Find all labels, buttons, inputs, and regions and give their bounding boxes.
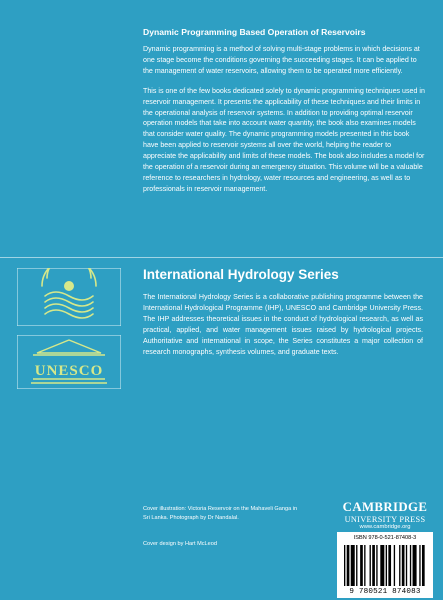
section-divider — [0, 257, 443, 258]
publisher-name-line2: UNIVERSITY PRESS — [344, 515, 426, 524]
unesco-logo — [17, 335, 121, 389]
barcode-bar — [360, 545, 363, 586]
unesco-logo-text: UNESCO — [34, 363, 104, 379]
barcode-bar — [406, 545, 407, 586]
barcode-bar — [376, 545, 377, 586]
barcode-bar — [386, 545, 387, 586]
cover-illustration-credit: Cover illustration: Victoria Reservoir on the Mahaveli Ganga in Sri Lanka. Photograph by Dr Nandalal. — [143, 506, 298, 521]
barcode-bar — [356, 545, 357, 586]
cover-design-credit: Cover design by Hart McLeod — [143, 541, 217, 547]
ihp-logo — [17, 268, 121, 326]
barcode-bar — [410, 545, 411, 586]
barcode-digits: 9 780521 874083 — [349, 588, 421, 596]
barcode-bar — [419, 545, 420, 586]
barcode-bar — [372, 545, 375, 586]
barcode-bar — [399, 545, 400, 586]
book-title: Dynamic Programming Based Operation of Reservoirs — [143, 27, 366, 37]
barcode-bars — [344, 545, 426, 586]
series-title: International Hydrology Series — [143, 267, 339, 282]
barcode-bar — [370, 545, 371, 586]
barcode-bar — [402, 545, 405, 586]
publisher-url: www.cambridge.org — [359, 524, 411, 530]
intro-paragraph: Dynamic programming is a method of solving multi-stage problems in which decisions at one stage become the conditions governing the succeeding stages. It can be applied to the management of water reservoirs, allowing them to be operated more efficiently. — [143, 45, 420, 75]
barcode-bar — [380, 545, 384, 586]
barcode-bar — [347, 545, 350, 586]
description-paragraph: This is one of the few books dedicated solely to dynamic programming techniques used in reservoir management. It presents the applicability of these techniques and their limits in the operational analysis of reservoir systems. In addition to providing optimal reservoir operation models that take into account water quantity, the book also examines models that consider water quality. The dynamic programming models presented in this book have been applied to reservoir systems all over the world, helping the reader to appreciate the applicability and limits of these models. The book also includes a model for the operation of a reservoir during an emergency situation. This volume will be a valuable reference to researchers in hydrology, water resources and engineering, as well as to professionals in reservoir management. — [143, 86, 425, 193]
barcode-bar — [422, 545, 425, 586]
series-description: The International Hydrology Series is a collaborative publishing programme between the International Hydrological Programme (IHP), UNESCO and Cambridge University Press. The IHP addresses theoretical issues in the conduct of hydrological research, as well as practical, applied, and water management issues raised by hydrological projects. Authoritative and international in scope, the Series constitutes a major collection of research monographs, synthesis volumes, and graduate texts. — [143, 293, 423, 356]
barcode — [337, 532, 433, 598]
barcode-bar — [344, 545, 345, 586]
barcode-bar — [388, 545, 391, 586]
isbn-number: ISBN 978-0-521-87408-3 — [353, 535, 417, 541]
publisher-logo — [337, 500, 433, 530]
barcode-bar — [413, 545, 417, 586]
barcode-bar — [394, 545, 395, 586]
barcode-bar — [364, 545, 365, 586]
publisher-name-line1: CAMBRIDGE — [342, 500, 428, 514]
barcode-bar — [351, 545, 355, 586]
book-blurb — [143, 27, 425, 204]
